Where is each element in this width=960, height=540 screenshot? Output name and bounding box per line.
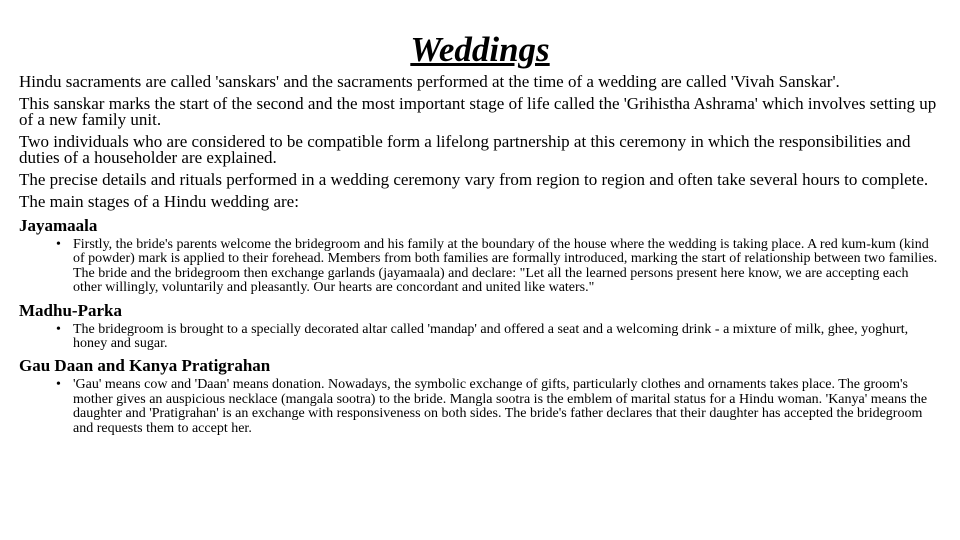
- intro-paragraph-3: Two individuals who are considered to be compatible form a lifelong partnership at this ceremony in which the responsibilities and duties of a householder are explained.: [19, 132, 911, 167]
- bullet-gau-daan: [19, 378, 944, 436]
- section-heading-madhu-parka: Madhu-Parka: [19, 300, 122, 320]
- bullet-dot-icon: •: [56, 237, 61, 252]
- slide-content: [19, 74, 944, 441]
- bullet-jayamaala: [19, 238, 944, 296]
- bullet-text: 'Gau' means cow and 'Daan' means donation. Nowadays, the symbolic exchange of gifts, particularly clothes and ornaments takes place. The groom's mother gives an auspicious necklace (mangala sootra) to the bride. Mangla sootra is the emblem of marital status for a Hindu woman. 'Kanya' means the daughter and 'Pratigrahan' is an exchange with responsiveness on both sides. The bride's father declares that their daughter has accepted the bridegroom and requests them to accept her.: [73, 377, 928, 436]
- bullet-text: The bridegroom is brought to a specially decorated altar called 'mandap' and offered a seat and a welcoming drink - a mixture of milk, ghee, yoghurt, honey and sugar.: [73, 321, 909, 352]
- intro-paragraph-2: This sanskar marks the start of the second and the most important stage of life called the 'Grihistha Ashrama' which involves setting up of a new family unit.: [19, 94, 937, 129]
- intro-paragraph-1: Hindu sacraments are called 'sanskars' and the sacraments performed at the time of a wedding are called 'Vivah Sanskar'.: [19, 72, 840, 91]
- section-heading-gau-daan: Gau Daan and Kanya Pratigrahan: [19, 356, 271, 376]
- slide-title: Weddings: [410, 30, 550, 69]
- bullet-dot-icon: •: [56, 377, 61, 393]
- bullet-text: Firstly, the bride's parents welcome the bridegroom and his family at the boundary of the house where the wedding is taking place. A red kum-kum (kind of powder) mark is applied to their forehead. Members from both families are formally introduced, marking the start of relationship between two families. The bride and the bridegroom then exchange garlands (jayamaala) and declare: "Let all the learned persons present here know, we are accepting each other willingly, voluntarily and pleasantly. Our hearts are concordant and united like waters.": [73, 237, 938, 296]
- bullet-madhu-parka: [19, 323, 944, 352]
- bullet-dot-icon: •: [56, 321, 61, 337]
- intro-paragraph-5: The main stages of a Hindu wedding are:: [19, 192, 299, 211]
- intro-paragraph-4: The precise details and rituals performed in a wedding ceremony vary from region to region and often take several hours to complete.: [19, 170, 929, 189]
- section-heading-jayamaala: Jayamaala: [19, 216, 98, 235]
